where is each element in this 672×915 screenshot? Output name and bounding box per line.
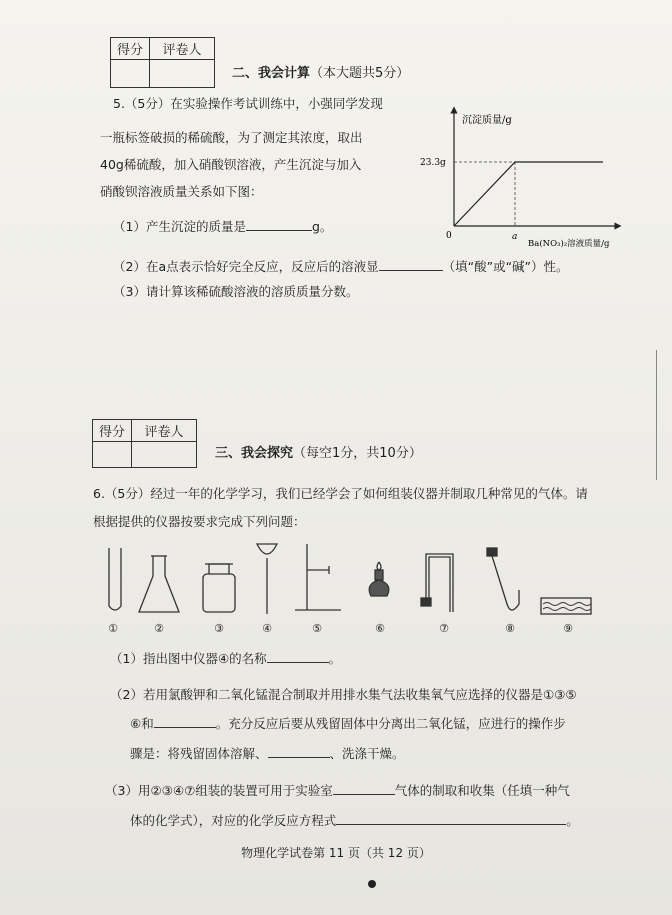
section3-subtitle: （每空1分，共10分）: [293, 446, 422, 461]
score-cell[interactable]: [93, 442, 132, 468]
y-tick-label: 23.3g: [420, 158, 446, 168]
score-header: 得分: [93, 420, 132, 442]
q5-part2-text: （2）在a点表示恰好完全反应，反应后的溶液显: [113, 259, 379, 274]
q5-line2: 一瓶标签破损的稀硫酸，为了测定其浓度，取出: [100, 130, 363, 145]
q6-line1: 6.（5分）经过一年的化学学习，我们已经学会了如何组装仪器并制取几种常见的气体。请: [93, 486, 588, 501]
q5-part3: （3）请计算该稀硫酸溶液的溶质质量分数。: [113, 284, 359, 299]
section2-subtitle: （本大题共5分）: [310, 66, 410, 81]
q5-part1: [113, 218, 332, 234]
q6-part2-blank1[interactable]: [154, 715, 216, 728]
q6-part2-line2-rest: 。充分反应后要从残留固体中分离出二氧化锰，应进行的操作步: [215, 716, 566, 731]
q6-part2-line3: [130, 745, 405, 761]
ink-dot: [368, 880, 376, 888]
q6-part3-line1: [105, 782, 570, 798]
gas-collecting-bottle-icon: [203, 564, 235, 612]
q5-line1: 5.（5分）在实验操作考试训练中，小强同学发现: [113, 96, 383, 111]
apparatus-label-1: ①: [108, 622, 118, 635]
q5-part2-blank[interactable]: [379, 258, 443, 271]
apparatus-label-2: ②: [154, 622, 164, 635]
q6-part2-line2: [130, 715, 566, 731]
q5-part1-unit: g。: [311, 219, 333, 234]
alcohol-lamp-icon: [369, 562, 389, 596]
q5-line3: 40g稀硫酸，加入硝酸钡溶液，产生沉淀与加入: [100, 157, 362, 172]
q6-part2-line3-text: 骤是：将残留固体溶解、: [130, 746, 268, 761]
q6-line2: 根据提供的仪器按要求完成下列问题：: [93, 514, 306, 529]
score-header: 得分: [111, 38, 150, 60]
apparatus-label-3: ③: [214, 622, 224, 635]
x-tick-label: a: [512, 232, 518, 242]
q6-part3-blank2[interactable]: [336, 812, 566, 825]
section2-title: 二、我会计算: [232, 66, 311, 81]
apparatus-label-9: ⑨: [563, 622, 573, 635]
test-tube-icon: [109, 548, 121, 610]
q6-part3-blank1[interactable]: [333, 782, 395, 795]
q6-part2-blank2[interactable]: [268, 745, 330, 758]
score-table-section2: [110, 37, 215, 88]
section3-heading: [215, 442, 422, 461]
q6-part3-line2-text: 体的化学式），对应的化学反应方程式: [130, 813, 337, 828]
apparatus-label-5: ⑤: [312, 622, 322, 635]
j-shaped-tube-icon: [487, 548, 519, 610]
iron-stand-icon: [295, 544, 341, 610]
q5-part1-blank[interactable]: [246, 218, 312, 231]
q6-part2-line2-text: ⑥和: [130, 716, 154, 731]
q6-part1-end: 。: [328, 651, 342, 666]
q6-part2-line1: （2）若用氯酸钾和二氧化锰混合制取并用排水集气法收集氧气应选择的仪器是①③⑤: [110, 687, 577, 702]
precipitate-chart: [418, 106, 628, 256]
q6-part1-text: （1）指出图中仪器④的名称: [110, 651, 267, 666]
water-trough-icon: [541, 598, 591, 614]
q6-part2-line3-rest: 、洗涤干燥。: [329, 746, 405, 761]
q6-part3-line2: [130, 812, 579, 828]
grader-cell[interactable]: [132, 442, 197, 468]
apparatus-label-7: ⑦: [439, 622, 449, 635]
delivery-tube-icon: [421, 554, 453, 612]
long-neck-funnel-icon: [257, 544, 277, 614]
section2-heading: [232, 62, 409, 81]
origin-label: 0: [446, 231, 452, 241]
adjacent-page-edge: [656, 350, 672, 480]
q6-part1: [110, 650, 341, 666]
apparatus-illustration: [95, 540, 615, 620]
q6-part3-line2-end: 。: [566, 813, 579, 828]
y-axis-label: 沉淀质量/g: [462, 115, 512, 126]
q5-part2: [113, 258, 569, 274]
apparatus-label-4: ④: [262, 622, 272, 635]
page-footer: 物理化学试卷第 11 页（共 12 页）: [241, 846, 431, 860]
conical-flask-icon: [139, 556, 179, 612]
q6-part3-text: （3）用②③④⑦组装的装置可用于实验室: [105, 783, 333, 798]
grader-header: 评卷人: [150, 38, 215, 60]
x-axis-label: Ba(NO₃)₂溶液质量/g: [528, 239, 610, 249]
apparatus-label-8: ⑧: [505, 622, 515, 635]
q5-part2-hint: （填“酸”或“碱”）性。: [442, 259, 569, 274]
grader-header: 评卷人: [132, 420, 197, 442]
section3-title: 三、我会探究: [215, 446, 294, 461]
grader-cell[interactable]: [150, 60, 215, 88]
q6-part1-blank[interactable]: [267, 650, 329, 663]
series-line: [454, 162, 603, 226]
score-table-section3: [92, 419, 197, 468]
q6-part3-rest: 气体的制取和收集（任填一种气: [394, 783, 570, 798]
apparatus-label-6: ⑥: [375, 622, 385, 635]
q5-line4: 硝酸钡溶液质量关系如下图：: [100, 184, 263, 199]
score-cell[interactable]: [111, 60, 150, 88]
q5-part1-text: （1）产生沉淀的质量是: [113, 219, 246, 234]
